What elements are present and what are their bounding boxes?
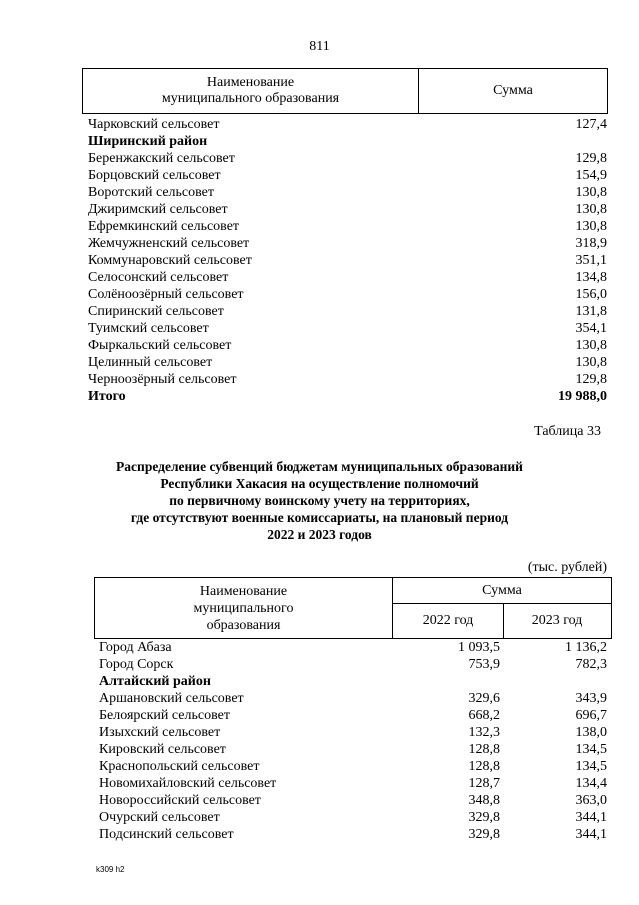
table2-row-name: Алтайский район: [99, 674, 211, 689]
table1-body: [88, 116, 607, 405]
table2-row-value-2022: 128,8: [468, 742, 500, 757]
table1-row-name: Целинный сельсовет: [88, 355, 213, 370]
table2-row: [99, 707, 607, 724]
table2-row-name: Аршановский сельсовет: [99, 691, 244, 706]
table2-row-value-2022: 753,9: [468, 657, 500, 672]
table2-header-name: [95, 578, 393, 638]
table1-row-value: 351,1: [575, 253, 607, 268]
table1-row-value: 154,9: [575, 168, 607, 183]
table2-row-name: Кировский сельсовет: [99, 742, 226, 757]
table-title: [0, 458, 639, 543]
table1-header-name: [83, 69, 419, 113]
table1-row-value: 130,8: [575, 219, 607, 234]
table2-row-value-2022: 128,7: [468, 776, 500, 791]
table2-row-name: Новороссийский сельсовет: [99, 793, 261, 808]
table2-row-value-2022: 668,2: [468, 708, 500, 723]
table2-row-name: Город Абаза: [99, 640, 172, 655]
table1-row: [88, 184, 607, 201]
table1-row-name: Спиринский сельсовет: [88, 304, 224, 319]
title-line: Республики Хакасия на осуществление полномочий: [160, 476, 479, 491]
table1-row: [88, 133, 607, 150]
table1-row-name: Черноозёрный сельсовет: [88, 372, 237, 387]
table1-row: [88, 269, 607, 286]
table1-row: [88, 218, 607, 235]
table1-row-name: Итого: [88, 389, 126, 404]
table2-row-name: Город Сорск: [99, 657, 174, 672]
table2-row-value-2023: 134,5: [575, 742, 607, 757]
table1-row-name: Солёноозёрный сельсовет: [88, 287, 244, 302]
table2-row-value-2023: 782,3: [575, 657, 607, 672]
table2-header-name-line1: Наименование: [199, 584, 288, 599]
table2-header-sum: Сумма: [393, 578, 611, 604]
table1-row: [88, 320, 607, 337]
table1-row-name: Ефремкинский сельсовет: [88, 219, 240, 234]
table2-row-value-2023: 344,1: [575, 810, 607, 825]
table1-row: [88, 116, 607, 133]
table2-row-name: Очурский сельсовет: [99, 810, 220, 825]
table2-row-name: Новомихайловский сельсовет: [99, 776, 277, 791]
table1-row: [88, 337, 607, 354]
table2-row: [99, 673, 607, 690]
table1-row-name: Ширинский район: [88, 134, 208, 149]
table2-row: [99, 741, 607, 758]
table2-header-name-line3: образования: [206, 618, 281, 633]
table1-row-name: Воротский сельсовет: [88, 185, 214, 200]
table2-row-value-2022: 132,3: [468, 725, 500, 740]
table2-row-value-2022: 329,8: [468, 810, 500, 825]
table1-row-value: 130,8: [575, 355, 607, 370]
table1-row-name: Селосонский сельсовет: [88, 270, 229, 285]
table-label: Таблица 33: [534, 424, 601, 439]
table1-row: [88, 354, 607, 371]
table2-row: [99, 809, 607, 826]
table1-row-value: 354,1: [575, 321, 607, 336]
table2-row: [99, 826, 607, 843]
table2-row-name: Изыхский сельсовет: [99, 725, 221, 740]
table2-body: [99, 639, 607, 843]
table2-row-name: Подсинский сельсовет: [99, 827, 234, 842]
table1-header: [82, 68, 608, 114]
table1-row-name: Фыркальский сельсовет: [88, 338, 232, 353]
table1-header-name-line1: Наименование: [206, 75, 295, 90]
table1-row-name: Жемчужненский сельсовет: [88, 236, 250, 251]
table2-row: [99, 639, 607, 656]
table2-row-value-2023: 696,7: [575, 708, 607, 723]
table1-row-name: Беренжакский сельсовет: [88, 151, 235, 166]
table1-row-value: 129,8: [575, 151, 607, 166]
table1-row-value: 19 988,0: [558, 389, 607, 404]
table2-row: [99, 724, 607, 741]
table2-row: [99, 758, 607, 775]
table2-row-value-2023: 344,1: [575, 827, 607, 842]
table1-row-value: 156,0: [575, 287, 607, 302]
table1-row-name: Борцовский сельсовет: [88, 168, 221, 183]
table1-row: [88, 201, 607, 218]
table2-row-value-2023: 343,9: [575, 691, 607, 706]
table2-header-name-line2: муниципального: [193, 601, 294, 616]
title-line: где отсутствуют военные комиссариаты, на плановый период: [130, 510, 509, 525]
table2-header: [94, 577, 612, 639]
table2-row-value-2022: 348,8: [468, 793, 500, 808]
table1-row: [88, 167, 607, 184]
table2-header-year1: 2022 год: [393, 604, 504, 638]
table1-row-name: Чарковский сельсовет: [88, 117, 220, 132]
table2-row-name: Белоярский сельсовет: [99, 708, 230, 723]
unit-label: (тыс. рублей): [527, 560, 607, 575]
title-line: по первичному воинскому учету на территориях,: [169, 493, 470, 508]
table2-row-value-2022: 128,8: [468, 759, 500, 774]
table1-row: [88, 235, 607, 252]
table1-row-name: Коммунаровский сельсовет: [88, 253, 252, 268]
page-number: 811: [309, 39, 330, 54]
title-line: Распределение субвенций бюджетам муниципальных образований: [116, 459, 523, 474]
table2-row: [99, 775, 607, 792]
table1-row-value: 134,8: [575, 270, 607, 285]
table1-row-value: 130,8: [575, 185, 607, 200]
table2-row-value-2023: 363,0: [575, 793, 607, 808]
table2-row-value-2023: 138,0: [575, 725, 607, 740]
table1-row-value: 130,8: [575, 202, 607, 217]
title-line: 2022 и 2023 годов: [267, 527, 372, 542]
table1-row: [88, 150, 607, 167]
table1-row: [88, 388, 607, 405]
table2-row: [99, 792, 607, 809]
table2-row-value-2022: 329,6: [468, 691, 500, 706]
table1-row: [88, 303, 607, 320]
table1-row-value: 131,8: [575, 304, 607, 319]
table2-row: [99, 656, 607, 673]
table2-row-value-2022: 329,8: [468, 827, 500, 842]
table1-row-value: 130,8: [575, 338, 607, 353]
table2-row-value-2023: 134,4: [575, 776, 607, 791]
table1-header-sum: Сумма: [493, 83, 533, 98]
table1-row-value: 129,8: [575, 372, 607, 387]
footer-code: k309 h2: [96, 865, 125, 874]
table2-row-value-2023: 1 136,2: [565, 640, 607, 655]
table1-row: [88, 252, 607, 269]
table1-row-value: 318,9: [575, 236, 607, 251]
table1-row-value: 127,4: [575, 117, 607, 132]
table1-row-name: Туимский сельсовет: [88, 321, 209, 336]
table1-header-name-line2: муниципального образования: [161, 91, 340, 106]
table1-row-name: Джиримский сельсовет: [88, 202, 228, 217]
table2-row-value-2022: 1 093,5: [458, 640, 500, 655]
table2-row-name: Краснопольский сельсовет: [99, 759, 260, 774]
table2-row: [99, 690, 607, 707]
table1-row: [88, 371, 607, 388]
table1-row: [88, 286, 607, 303]
table2-header-year2: 2023 год: [531, 613, 583, 628]
table2-row-value-2023: 134,5: [575, 759, 607, 774]
